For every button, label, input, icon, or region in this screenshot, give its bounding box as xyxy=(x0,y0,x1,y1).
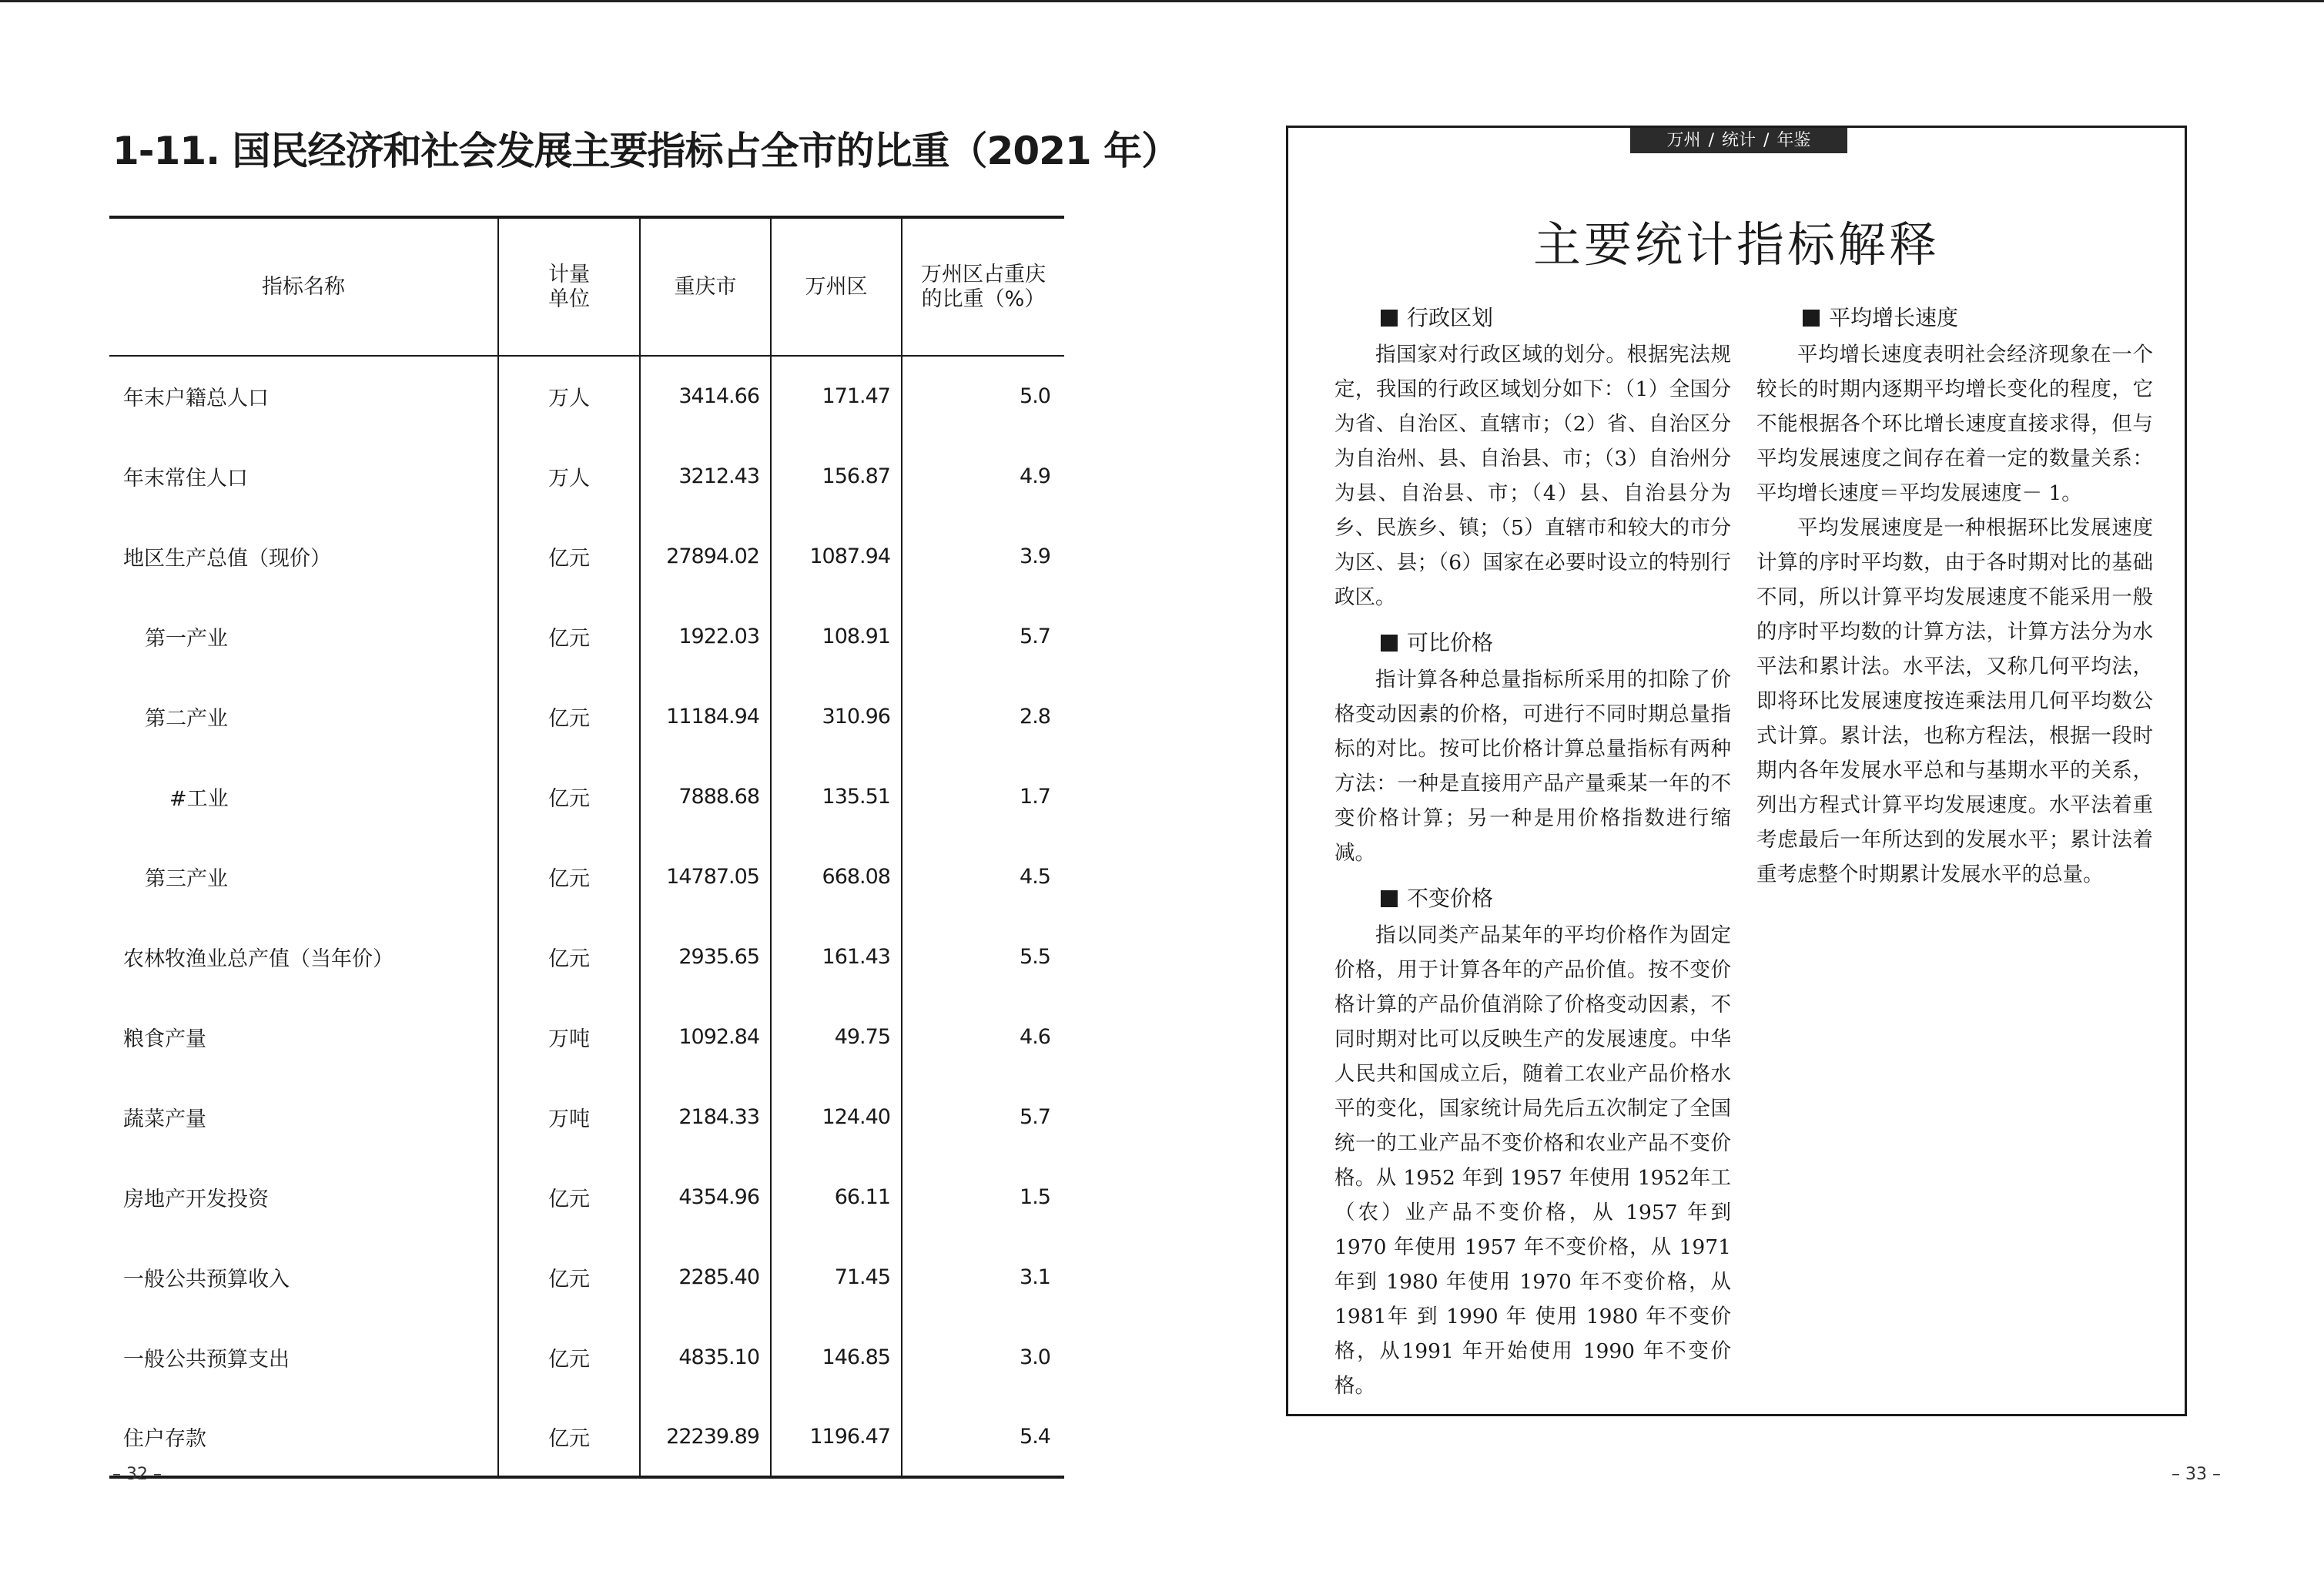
section-heading-text: 可比价格 xyxy=(1407,630,1494,655)
row-chongqing: 2184.33 xyxy=(640,1077,771,1157)
row-share: 3.9 xyxy=(902,516,1064,596)
glossary-column-right xyxy=(1756,299,2153,901)
row-unit: 万人 xyxy=(498,356,640,436)
row-chongqing: 4354.96 xyxy=(640,1157,771,1237)
indicator-table xyxy=(109,216,1064,1479)
row-share: 5.7 xyxy=(902,596,1064,676)
table-title: 1-11. 国民经济和社会发展主要指标占全市的比重（2021 年） xyxy=(112,129,1180,173)
row-unit: 亿元 xyxy=(498,1397,640,1477)
glossary-box xyxy=(1286,126,2187,1416)
row-name: 第一产业 xyxy=(145,626,228,651)
header-indicator-name: 指标名称 xyxy=(262,274,345,299)
row-name: 地区生产总值（现价） xyxy=(123,546,331,571)
section-paragraph: 平均发展速度是一种根据环比发展速度计算的序时平均数，由于各时期对比的基础不同，所以计算平均发展速度不能采用一般的序时平均数的计算方法，计算方法分为水平法和累计法。水平法，又称几何平均法，即将环比发展速度按连乘法用几何平均数公式计算。累计法，也称方程法，根据一段时期内各年发展水平总和与基期水平的关系，列出方程式计算平均发展速度。水平法着重考虑最后一年所达到的发展水平；累计法着重考虑整个时期累计发展水平的总量。 xyxy=(1756,516,2153,886)
row-share: 1.5 xyxy=(902,1157,1064,1237)
row-name: 一般公共预算收入 xyxy=(123,1267,290,1292)
row-unit: 亿元 xyxy=(498,596,640,676)
tag-word: 统计 xyxy=(1721,131,1756,150)
header-unit xyxy=(498,217,640,356)
row-chongqing: 11184.94 xyxy=(640,676,771,756)
table-row xyxy=(109,756,1064,836)
row-unit: 亿元 xyxy=(498,676,640,756)
row-name: 年末户籍总人口 xyxy=(123,387,269,410)
square-bullet-icon xyxy=(1803,310,1820,327)
table-row xyxy=(109,1077,1064,1157)
row-name: 年末常住人口 xyxy=(123,466,248,491)
table-row xyxy=(109,516,1064,596)
row-name: 第三产业 xyxy=(145,866,228,891)
row-name: 住户存款 xyxy=(123,1426,206,1451)
row-chongqing: 2935.65 xyxy=(640,916,771,997)
row-wanzhou: 171.47 xyxy=(771,356,902,436)
row-unit: 亿元 xyxy=(498,916,640,997)
section-comparable-price xyxy=(1334,624,1731,870)
row-chongqing: 2285.40 xyxy=(640,1237,771,1317)
section-paragraph: 平均增长速度表明社会经济现象在一个较长的时期内逐期平均增长变化的程度，它不能根据各个环比增长速度直接求得，但与平均发展速度之间存在着一定的数量关系：平均增长速度＝平均发展速度－ 1。 xyxy=(1756,343,2153,505)
header-share-line1: 万州区占重庆 xyxy=(921,262,1046,286)
section-heading xyxy=(1334,879,1731,918)
row-chongqing: 1922.03 xyxy=(640,596,771,676)
row-name: 粮食产量 xyxy=(123,1027,206,1051)
row-wanzhou: 1087.94 xyxy=(771,516,902,596)
table-row xyxy=(109,997,1064,1077)
row-chongqing: 14787.05 xyxy=(640,836,771,916)
row-wanzhou: 124.40 xyxy=(771,1077,902,1157)
row-unit: 亿元 xyxy=(498,516,640,596)
row-wanzhou: 66.11 xyxy=(771,1157,902,1237)
row-chongqing: 1092.84 xyxy=(640,997,771,1077)
table-row xyxy=(109,836,1064,916)
row-wanzhou: 668.08 xyxy=(771,836,902,916)
row-chongqing: 22239.89 xyxy=(640,1397,771,1477)
yearbook-tag xyxy=(1630,128,1847,153)
row-unit: 万人 xyxy=(498,436,640,516)
section-paragraph: 指国家对行政区域的划分。根据宪法规定，我国的行政区域划分如下：（1）全国分为省、自治区、直辖市；（2）省、自治区分为自治州、县、自治县、市；（3）自治州分为县、自治县、市；（4）县、自治县分为乡、民族乡、镇；（5）直辖市和较大的市分为区、县；（6）国家在必要时设立的特别行政区。 xyxy=(1334,343,1731,609)
header-share xyxy=(902,217,1064,356)
section-heading xyxy=(1756,299,2153,337)
row-share: 2.8 xyxy=(902,676,1064,756)
table-row xyxy=(109,916,1064,997)
tag-word: 年鉴 xyxy=(1776,131,1811,150)
row-unit: 亿元 xyxy=(498,836,640,916)
table-row xyxy=(109,1237,1064,1317)
row-name: #工业 xyxy=(169,786,229,811)
row-unit: 万吨 xyxy=(498,1077,640,1157)
row-share: 4.6 xyxy=(902,997,1064,1077)
page-number-right: – 33 – xyxy=(2172,1465,2221,1484)
section-heading-text: 行政区划 xyxy=(1407,305,1494,330)
row-share: 3.0 xyxy=(902,1317,1064,1397)
table-row xyxy=(109,596,1064,676)
row-chongqing: 3212.43 xyxy=(640,436,771,516)
section-paragraph: 指以同类产品某年的平均价格作为固定价格，用于计算各年的产品价值。按不变价格计算的产品价值消除了价格变动因素，不同时期对比可以反映生产的发展速度。中华人民共和国成立后，随着工农业产品价格水平的变化，国家统计局先后五次制定了全国统一的工业产品不变价格和农业产品不变价格。从 1952 年到 1957 年使用 1952年工（农）业产品不变价格，从 1957 年到1970 年使用 1957 年不变价格，从 1971 年到 1980 年使用 1970 年不变价格，从 1981年 到 1990 年 使用 1980 年不变价格，从1991 年开始使用 1990 年不变价格。 xyxy=(1334,923,1731,1398)
row-unit: 亿元 xyxy=(498,1317,640,1397)
row-unit: 亿元 xyxy=(498,756,640,836)
section-constant-price xyxy=(1334,879,1731,1403)
row-chongqing: 27894.02 xyxy=(640,516,771,596)
row-wanzhou: 1196.47 xyxy=(771,1397,902,1477)
tag-separator: / xyxy=(1763,131,1770,150)
table-row xyxy=(109,1317,1064,1397)
row-wanzhou: 71.45 xyxy=(771,1237,902,1317)
section-heading-text: 不变价格 xyxy=(1407,886,1494,911)
header-unit-line2: 单位 xyxy=(548,286,590,311)
header-share-line2: 的比重（%） xyxy=(921,286,1046,311)
row-wanzhou: 49.75 xyxy=(771,997,902,1077)
row-name: 一般公共预算支出 xyxy=(123,1347,290,1372)
row-name: 蔬菜产量 xyxy=(123,1107,206,1131)
row-unit: 亿元 xyxy=(498,1157,640,1237)
header-wanzhou: 万州区 xyxy=(771,217,902,356)
square-bullet-icon xyxy=(1381,890,1398,907)
row-chongqing: 7888.68 xyxy=(640,756,771,836)
row-chongqing: 3414.66 xyxy=(640,356,771,436)
row-share: 5.4 xyxy=(902,1397,1064,1477)
section-heading-text: 平均增长速度 xyxy=(1829,305,1959,330)
glossary-column-left xyxy=(1334,299,1731,1412)
section-admin-division xyxy=(1334,299,1731,615)
table-row xyxy=(109,436,1064,516)
section-heading xyxy=(1334,624,1731,662)
row-share: 4.9 xyxy=(902,436,1064,516)
row-wanzhou: 146.85 xyxy=(771,1317,902,1397)
table-row xyxy=(109,676,1064,756)
row-name: 第二产业 xyxy=(145,706,228,731)
row-name: 房地产开发投资 xyxy=(123,1187,269,1211)
row-chongqing: 4835.10 xyxy=(640,1317,771,1397)
section-average-growth xyxy=(1756,299,2153,892)
table-row xyxy=(109,356,1064,436)
row-share: 4.5 xyxy=(902,836,1064,916)
row-share: 3.1 xyxy=(902,1237,1064,1317)
row-wanzhou: 310.96 xyxy=(771,676,902,756)
table-header-row xyxy=(109,217,1064,356)
row-wanzhou: 108.91 xyxy=(771,596,902,676)
row-share: 5.0 xyxy=(902,356,1064,436)
square-bullet-icon xyxy=(1381,310,1398,327)
table-row xyxy=(109,1157,1064,1237)
row-share: 1.7 xyxy=(902,756,1064,836)
row-share: 5.5 xyxy=(902,916,1064,997)
row-wanzhou: 135.51 xyxy=(771,756,902,836)
glossary-title: 主要统计指标解释 xyxy=(1532,216,1940,273)
section-paragraph: 指计算各种总量指标所采用的扣除了价格变动因素的价格，可进行不同时期总量指标的对比。按可比价格计算总量指标有两种方法：一种是直接用产品产量乘某一年的不变价格计算；另一种是用价格指数进行缩减。 xyxy=(1334,668,1731,865)
row-share: 5.7 xyxy=(902,1077,1064,1157)
square-bullet-icon xyxy=(1381,635,1398,652)
header-chongqing: 重庆市 xyxy=(640,217,771,356)
row-unit: 万吨 xyxy=(498,997,640,1077)
tag-word: 万州 xyxy=(1666,131,1701,150)
page-number-left: – 32 – xyxy=(112,1465,162,1484)
row-unit: 亿元 xyxy=(498,1237,640,1317)
table-row xyxy=(109,1397,1064,1477)
row-wanzhou: 161.43 xyxy=(771,916,902,997)
row-wanzhou: 156.87 xyxy=(771,436,902,516)
section-heading xyxy=(1334,299,1731,337)
row-name: 农林牧渔业总产值（当年价） xyxy=(123,946,393,971)
tag-separator: / xyxy=(1708,131,1714,150)
header-unit-line1: 计量 xyxy=(548,262,590,286)
